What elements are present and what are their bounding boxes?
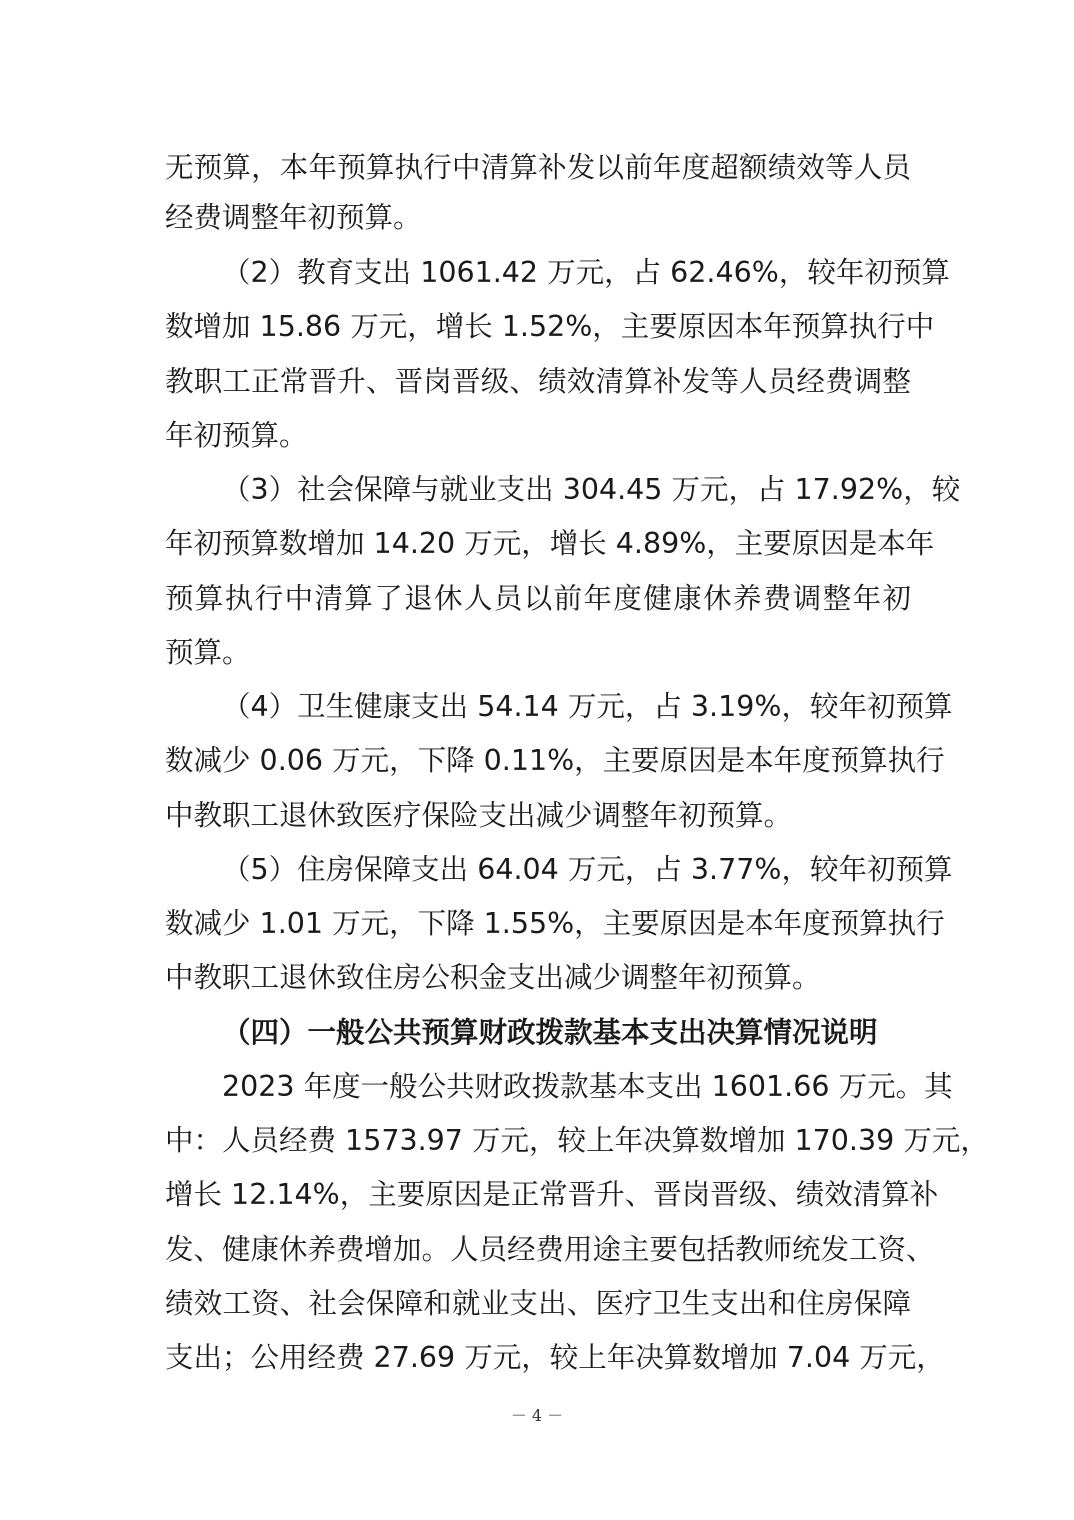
paragraph-line: 数减少 1.01 万元，下降 1.55%，主要原因是本年度预算执行 — [165, 907, 945, 940]
section-heading: （四）一般公共预算财政拨款基本支出决算情况说明 — [222, 1016, 878, 1049]
paragraph-line: （5）住房保障支出 64.04 万元，占 3.77%，较年初预算 — [222, 853, 953, 886]
paragraph-line: 年初预算。 — [165, 419, 308, 452]
paragraph-line: 绩效工资、社会保障和就业支出、医疗卫生支出和住房保障 — [165, 1287, 911, 1320]
paragraph-line: （3）社会保障与就业支出 304.45 万元，占 17.92%，较 — [222, 473, 961, 506]
paragraph-line: 增长 12.14%，主要原因是正常晋升、晋岗晋级、绩效清算补 — [165, 1178, 939, 1211]
paragraph-line: 教职工正常晋升、晋岗晋级、绩效清算补发等人员经费调整 — [165, 365, 911, 398]
paragraph-line: 无预算，本年预算执行中清算补发以前年度超额绩效等人员 — [165, 151, 911, 184]
paragraph-line: 年初预算数增加 14.20 万元，增长 4.89%，主要原因是本年 — [165, 527, 935, 560]
paragraph-line: 中：人员经费 1573.97 万元，较上年决算数增加 170.39 万元， — [165, 1124, 989, 1157]
paragraph-line: 预算。 — [165, 636, 251, 669]
paragraph-line: 中教职工退休致住房公积金支出减少调整年初预算。 — [165, 961, 821, 994]
paragraph-line: 发、健康休养费增加。人员经费用途主要包括教师统发工资、 — [165, 1233, 935, 1266]
paragraph-line: 支出；公用经费 27.69 万元，较上年决算数增加 7.04 万元， — [165, 1341, 945, 1374]
paragraph-line: 中教职工退休致医疗保险支出减少调整年初预算。 — [165, 799, 793, 832]
paragraph-line: 数减少 0.06 万元，下降 0.11%，主要原因是本年度预算执行 — [165, 744, 945, 777]
paragraph-line: 2023 年度一般公共财政拨款基本支出 1601.66 万元。其 — [222, 1070, 953, 1103]
paragraph-line: （2）教育支出 1061.42 万元，占 62.46%，较年初预算 — [222, 256, 950, 289]
paragraph-line: 经费调整年初预算。 — [165, 201, 422, 234]
paragraph-line: 数增加 15.86 万元，增长 1.52%，主要原因本年预算执行中 — [165, 310, 935, 343]
page-number: － 4 － — [510, 1406, 564, 1425]
paragraph-line: （4）卫生健康支出 54.14 万元，占 3.19%，较年初预算 — [222, 690, 953, 723]
paragraph-line: 预算执行中清算了退休人员以前年度健康休养费调整年初 — [165, 582, 911, 615]
